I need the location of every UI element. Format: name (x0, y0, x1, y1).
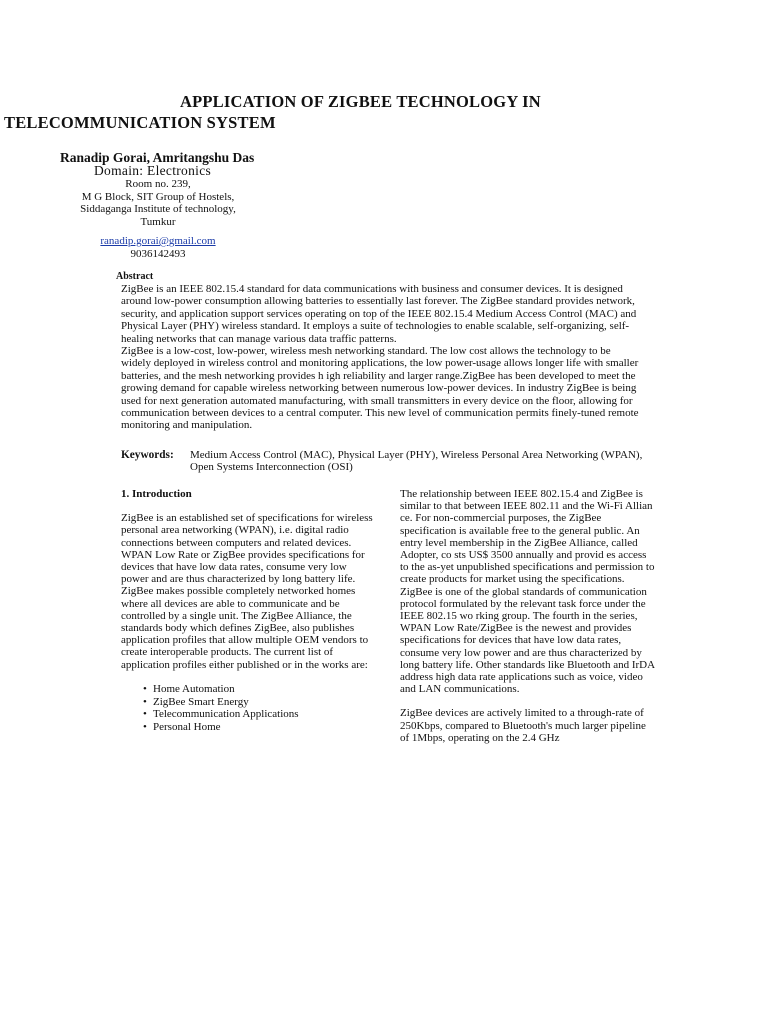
abstract-body (121, 283, 641, 432)
authors: Ranadip Gorai, Amritangshu Das (60, 150, 255, 165)
domain-line: Domain: Electronics (94, 163, 212, 178)
address-line: M G Block, SIT Group of Hostels, (81, 190, 235, 203)
title-line-1: APPLICATION OF ZIGBEE TECHNOLOGY IN (180, 92, 541, 111)
list-item: • ZigBee Smart Energy (143, 696, 375, 709)
relationship-paragraph: The relationship between IEEE 802.15.4 and ZigBee is similar to that between IEEE 802.11 and the Wi-Fi Allian ce. For non-commercial purposes, the ZigBee specification is available free to the general public. An entry level membership in the ZigBee Alliance, called Adopter, co sts US$ 3500 annually and provid es access to the as-yet unpublished specifications and permission to create products for market using the specifications. ZigBee is one of the global standards of communication protocol formulated by the relevant task force under the IEEE 802.15 wo rking group. The fourth in the series, WPAN Low Rate/ZigBee is the newest and provides specifications for devices that have low data rates, consume very low power and are thus characterized by long battery life. Other standards like Bluetooth and IrDA address high data rate applications such as voice, video and LAN communications. (400, 488, 655, 696)
right-column (400, 488, 656, 744)
address-line: Room no. 239, (125, 178, 191, 190)
list-item: • Personal Home (143, 721, 375, 734)
email-link[interactable]: ranadip.gorai@gmail.com (100, 235, 216, 247)
list-item: • Telecommunication Applications (143, 708, 375, 721)
address-line: Tumkur (140, 215, 176, 228)
left-column (121, 488, 375, 734)
address-line: Siddaganga Institute of technology, (80, 203, 236, 216)
intro-heading: 1. Introduction (121, 488, 192, 500)
keywords-text: Medium Access Control (MAC), Physical Layer (PHY), Wireless Personal Area Networking (WPAN), Open Systems Interconnection (OSI) (190, 449, 643, 474)
application-profiles-list (121, 683, 375, 734)
list-item: • Home Automation (143, 683, 375, 696)
abstract-paragraph: ZigBee is an IEEE 802.15.4 standard for data communications with business and consumer devices. It is designed around low-power consumption allowing batteries to essentially last forever. The ZigBee standard provides network, security, and application support services operating on top of the IEEE 802.15.4 Medium Access Control (MAC) and Physical Layer (PHY) wireless standard. It employs a suite of technologies to enable scalable, self-organizing, self-healing networks that can manage various data traffic patterns. (121, 283, 637, 345)
phone-number: 9036142493 (130, 247, 186, 260)
paper-title (0, 91, 768, 133)
throughput-paragraph: ZigBee devices are actively limited to a through-rate of 250Kbps, compared to Bluetooth's much larger pipeline of 1Mbps, operating on the 2.4 GHz (400, 707, 646, 744)
title-line-2: TELECOMMUNICATION SYSTEM (4, 113, 276, 132)
abstract-paragraph: ZigBee is a low-cost, low-power, wireless mesh networking standard. The low cost allows the technology to be widely deployed in wireless control and monitoring applications, the low power-usage allows longer life with smaller batteries, and the mesh networking provides h igh reliability and larger range.ZigBee has been developed to meet the growing demand for capable wireless networking between numerous low-power devices. In industry ZigBee is being used for next generation automated manufacturing, with small transmitters in every device on the floor, allowing for communication between devices to a central computer. This new level of communication permits finely-tuned remote monitoring and manipulation. (121, 345, 639, 432)
intro-paragraph: ZigBee is an established set of specifications for wireless personal area networking (WPAN), i.e. digital radio connections between computers and related devices. WPAN Low Rate or ZigBee provides specifications for devices that have low data rates, consume very low power and are thus characterized by long battery life. ZigBee makes possible completely networked homes where all devices are able to communicate and be controlled by a single unit. The ZigBee Alliance, the standards body which defines ZigBee, also publishes application profiles that allow multiple OEM vendors to create interoperable products. The current list of application profiles either published or in the works are: (121, 512, 373, 671)
author-address (60, 178, 256, 228)
abstract-heading: Abstract (116, 271, 154, 282)
contact-info (60, 235, 256, 260)
keywords-label: Keywords: (121, 449, 174, 461)
